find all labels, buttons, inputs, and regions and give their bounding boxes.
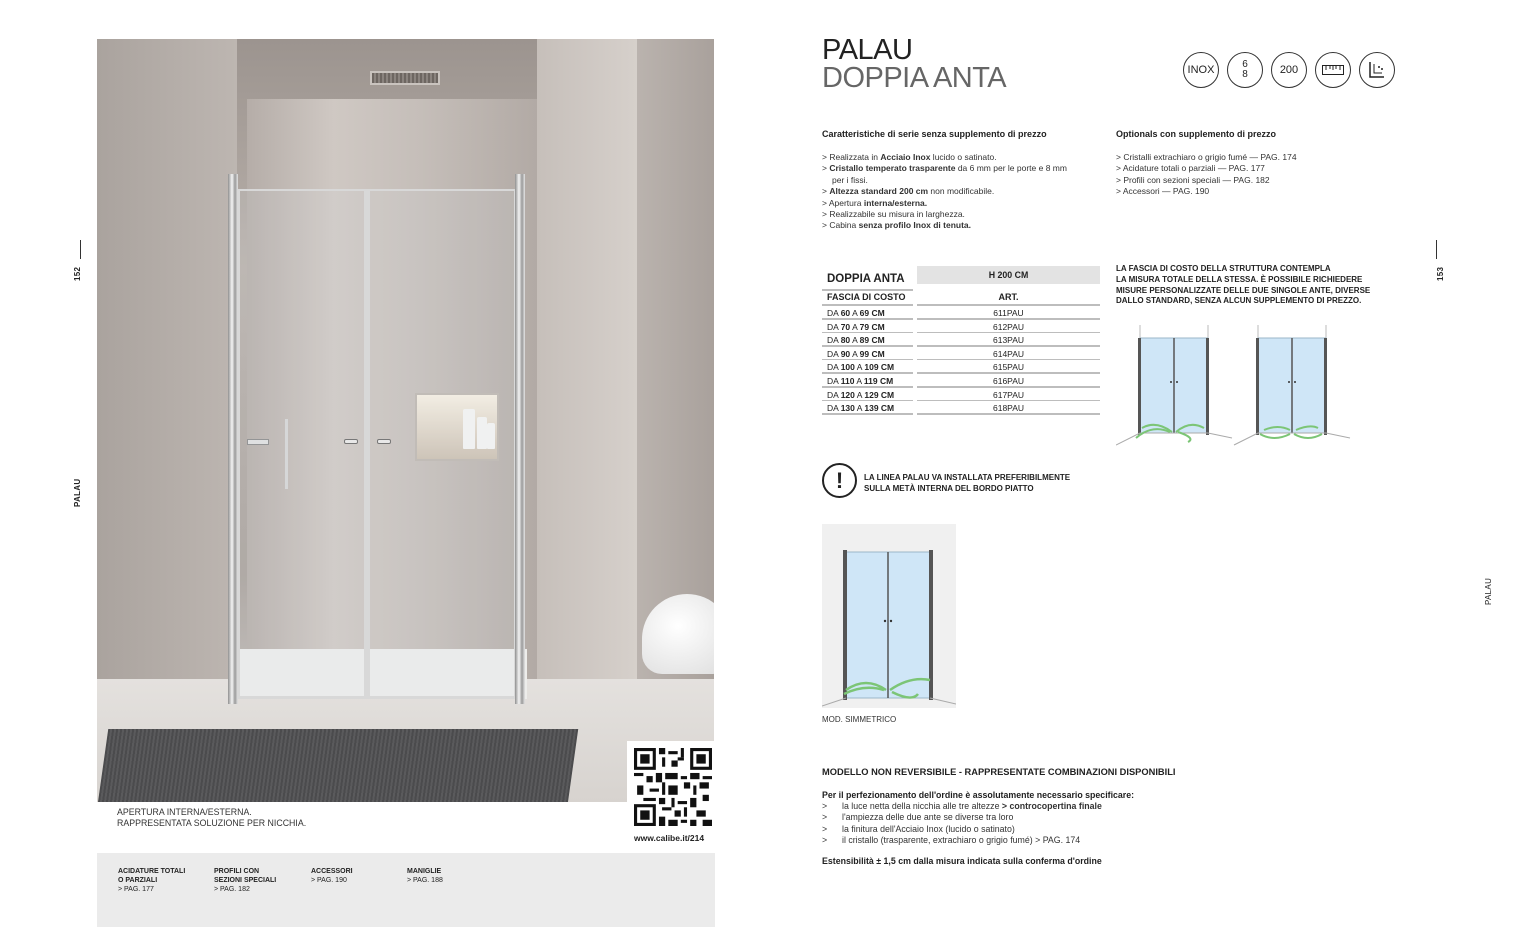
band-item-title: PROFILI CON: [214, 868, 260, 875]
table-row: [822, 306, 1100, 320]
cost-note-line: DALLO STANDARD, SENZA ALCUN SUPPLEMENTO DI PREZZO.: [1116, 296, 1362, 306]
list-item: > Realizzabile su misura in larghezza.: [822, 209, 965, 220]
table-cell-range: DA 70 A 79 CM: [827, 321, 885, 332]
diagram-interior-opening: [1116, 325, 1232, 445]
measure-icon: [1315, 52, 1351, 88]
extensibility-note: Estensibilità ± 1,5 cm dalla misura indicata sulla conferma d'ordine: [822, 856, 1102, 866]
list-item: > Apertura interna/esterna.: [822, 197, 928, 208]
page-number-rule: [80, 240, 81, 259]
band-item-profili: [214, 867, 276, 894]
list-item: > Accessori — PAG. 190: [1116, 186, 1210, 197]
related-options-band: [97, 853, 715, 927]
table-cell-art: 614PAU: [992, 348, 1025, 359]
band-item-title: ACIDATURE TOTALI: [118, 868, 186, 875]
standard-features-title: Caratteristiche di serie senza supplemento di prezzo: [822, 129, 1047, 139]
door-handle-left: [344, 439, 358, 444]
band-item-ref: > PAG. 188: [407, 877, 443, 884]
table-cell-art: 612PAU: [992, 321, 1025, 332]
list-item: > la luce netta della nicchia alle tre altezze > controcopertina finale: [822, 801, 1102, 811]
glass-thickness-bottom: 8: [1242, 69, 1248, 80]
table-cell-art: 618PAU: [992, 403, 1025, 414]
list-item: > il cristallo (trasparente, extrachiaro o grigio fumé) > PAG. 174: [822, 834, 1081, 845]
warning-text: [864, 472, 1070, 494]
warning-line: SULLA METÀ INTERNA DEL BORDO PIATTO: [864, 484, 1034, 493]
warning-icon: !: [822, 463, 857, 498]
warning-line: LA LINEA PALAU VA INSTALLATA PREFERIBILMENTE: [864, 473, 1071, 482]
wall-profile-right: [515, 174, 525, 704]
table-col2-header: ART.: [998, 292, 1019, 302]
photo-caption: [117, 807, 306, 829]
model-note: MODELLO NON REVERSIBILE - RAPPRESENTATE COMBINAZIONI DISPONIBILI: [822, 767, 1176, 777]
list-item: per i fissi.: [832, 174, 868, 185]
door-handle-right: [377, 439, 391, 444]
table-cell-art: 616PAU: [992, 376, 1025, 386]
side-label-right: PALAU: [1484, 577, 1493, 605]
table-cell-range: DA 100 A 109 CM: [827, 362, 895, 373]
table-row: [822, 360, 1100, 374]
cost-note-line: MISURE PERSONALIZZATE DELLE DUE SINGOLE ANTE, DIVERSE: [1116, 285, 1371, 295]
order-list: [822, 801, 1102, 846]
ceiling-vent: [370, 71, 440, 85]
table-height-header: H 200 CM: [917, 266, 1100, 284]
rug: [97, 729, 578, 802]
cost-note: [1116, 264, 1370, 307]
band-item-ref: > PAG. 190: [311, 877, 347, 884]
table-cell-art: 615PAU: [992, 362, 1025, 373]
glass-door-left: [237, 189, 367, 699]
table-cell-range: DA 60 A 69 CM: [827, 308, 885, 318]
table-row: [822, 347, 1100, 361]
list-item: > Acidature totali o parziali — PAG. 177: [1116, 163, 1265, 174]
glass-thickness-icon: [1227, 52, 1263, 88]
table-cell-art: 617PAU: [992, 389, 1025, 400]
table-cell-art: 611PAU: [993, 308, 1024, 318]
table-cell-art: 613PAU: [992, 335, 1025, 346]
list-item: > Cabina senza profilo Inox di tenuta.: [822, 220, 972, 231]
band-item-accessori: [311, 867, 353, 885]
band-item-maniglie: [407, 867, 443, 885]
optionals-list: [1116, 152, 1297, 198]
list-item: > Cristallo temperato trasparente da 6 mm per le porte e 8 mm: [822, 163, 1067, 174]
table-cell-range: DA 90 A 99 CM: [827, 348, 885, 359]
page-number-right: 153: [1436, 266, 1445, 281]
symmetric-model-diagram: [822, 524, 956, 708]
inox-icon-label: INOX: [1187, 64, 1215, 76]
list-item: > la finitura dell'Acciaio Inox (lucido o satinato): [822, 823, 1015, 834]
table-cell-range: DA 120 A 129 CM: [827, 389, 895, 400]
height-icon-label: 200: [1279, 64, 1299, 76]
page-number-left: 152: [73, 266, 82, 281]
table-row: [822, 388, 1100, 402]
table-col1-header: FASCIA DI COSTO: [827, 292, 906, 302]
table-cell-range: DA 80 A 89 CM: [827, 335, 885, 346]
wall-profile-left: [228, 174, 238, 704]
order-title: Per il perfezionamento dell'ordine è assolutamente necessario specificare:: [822, 790, 1135, 800]
photo-caption-line: APERTURA INTERNA/ESTERNA.: [117, 807, 252, 817]
list-item: > Realizzata in Acciaio Inox lucido o satinato.: [822, 152, 997, 162]
glass-thickness-top: 6: [1242, 59, 1248, 70]
band-item-ref: > PAG. 182: [214, 886, 250, 893]
table-row: [822, 320, 1100, 334]
optionals-title: Optionals con supplemento di prezzo: [1116, 129, 1277, 139]
cost-note-line: LA MISURA TOTALE DELLA STESSA. È POSSIBILE RICHIEDERE: [1116, 274, 1363, 284]
side-label-left: PALAU: [73, 478, 82, 507]
photo-caption-line: RAPPRESENTATA SOLUZIONE PER NICCHIA.: [117, 818, 307, 828]
table-row: [822, 333, 1100, 347]
band-item-acidature: [118, 867, 185, 894]
diagram-caption: MOD. SIMMETRICO: [822, 715, 897, 724]
glass-door-right: [367, 189, 517, 699]
qr-code-icon[interactable]: [634, 748, 712, 826]
table-cell-range: DA 110 A 119 CM: [827, 376, 894, 386]
height-icon: [1271, 52, 1307, 88]
table-title: DOPPIA ANTA: [827, 273, 905, 285]
list-item: > Cristalli extrachiaro o grigio fumé — PAG. 174: [1116, 152, 1297, 162]
inox-icon: [1183, 52, 1219, 88]
page-number-rule: [1436, 240, 1437, 259]
list-item: > l'ampiezza delle due ante se diverse tra loro: [822, 812, 1014, 823]
qr-code-box: [627, 741, 715, 847]
qr-url[interactable]: www.calibe.it/214: [634, 833, 705, 843]
list-item: > Profili con sezioni speciali — PAG. 182: [1116, 174, 1270, 185]
band-item-ref: > PAG. 177: [118, 886, 154, 893]
band-item-title: ACCESSORI: [311, 868, 353, 875]
standard-features-list: [822, 152, 1067, 232]
diagram-exterior-opening: [1234, 325, 1350, 445]
product-title: PALAU: [822, 34, 913, 66]
product-photo: [97, 39, 714, 802]
table-row: [822, 374, 1100, 388]
table-cell-range: DA 130 A 139 CM: [827, 403, 895, 414]
opening-diagrams: [1116, 320, 1356, 450]
easy-clean-icon: [1359, 52, 1395, 88]
list-item: > Altezza standard 200 cm non modificabile.: [822, 186, 995, 197]
band-item-title: O PARZIALI: [118, 877, 158, 884]
table-row: [822, 401, 1100, 415]
product-subtitle: DOPPIA ANTA: [822, 62, 1007, 94]
cost-note-line: LA FASCIA DI COSTO DELLA STRUTTURA CONTEMPLA: [1116, 264, 1331, 273]
band-item-title: MANIGLIE: [407, 868, 442, 875]
band-item-title: SEZIONI SPECIALI: [214, 877, 277, 884]
